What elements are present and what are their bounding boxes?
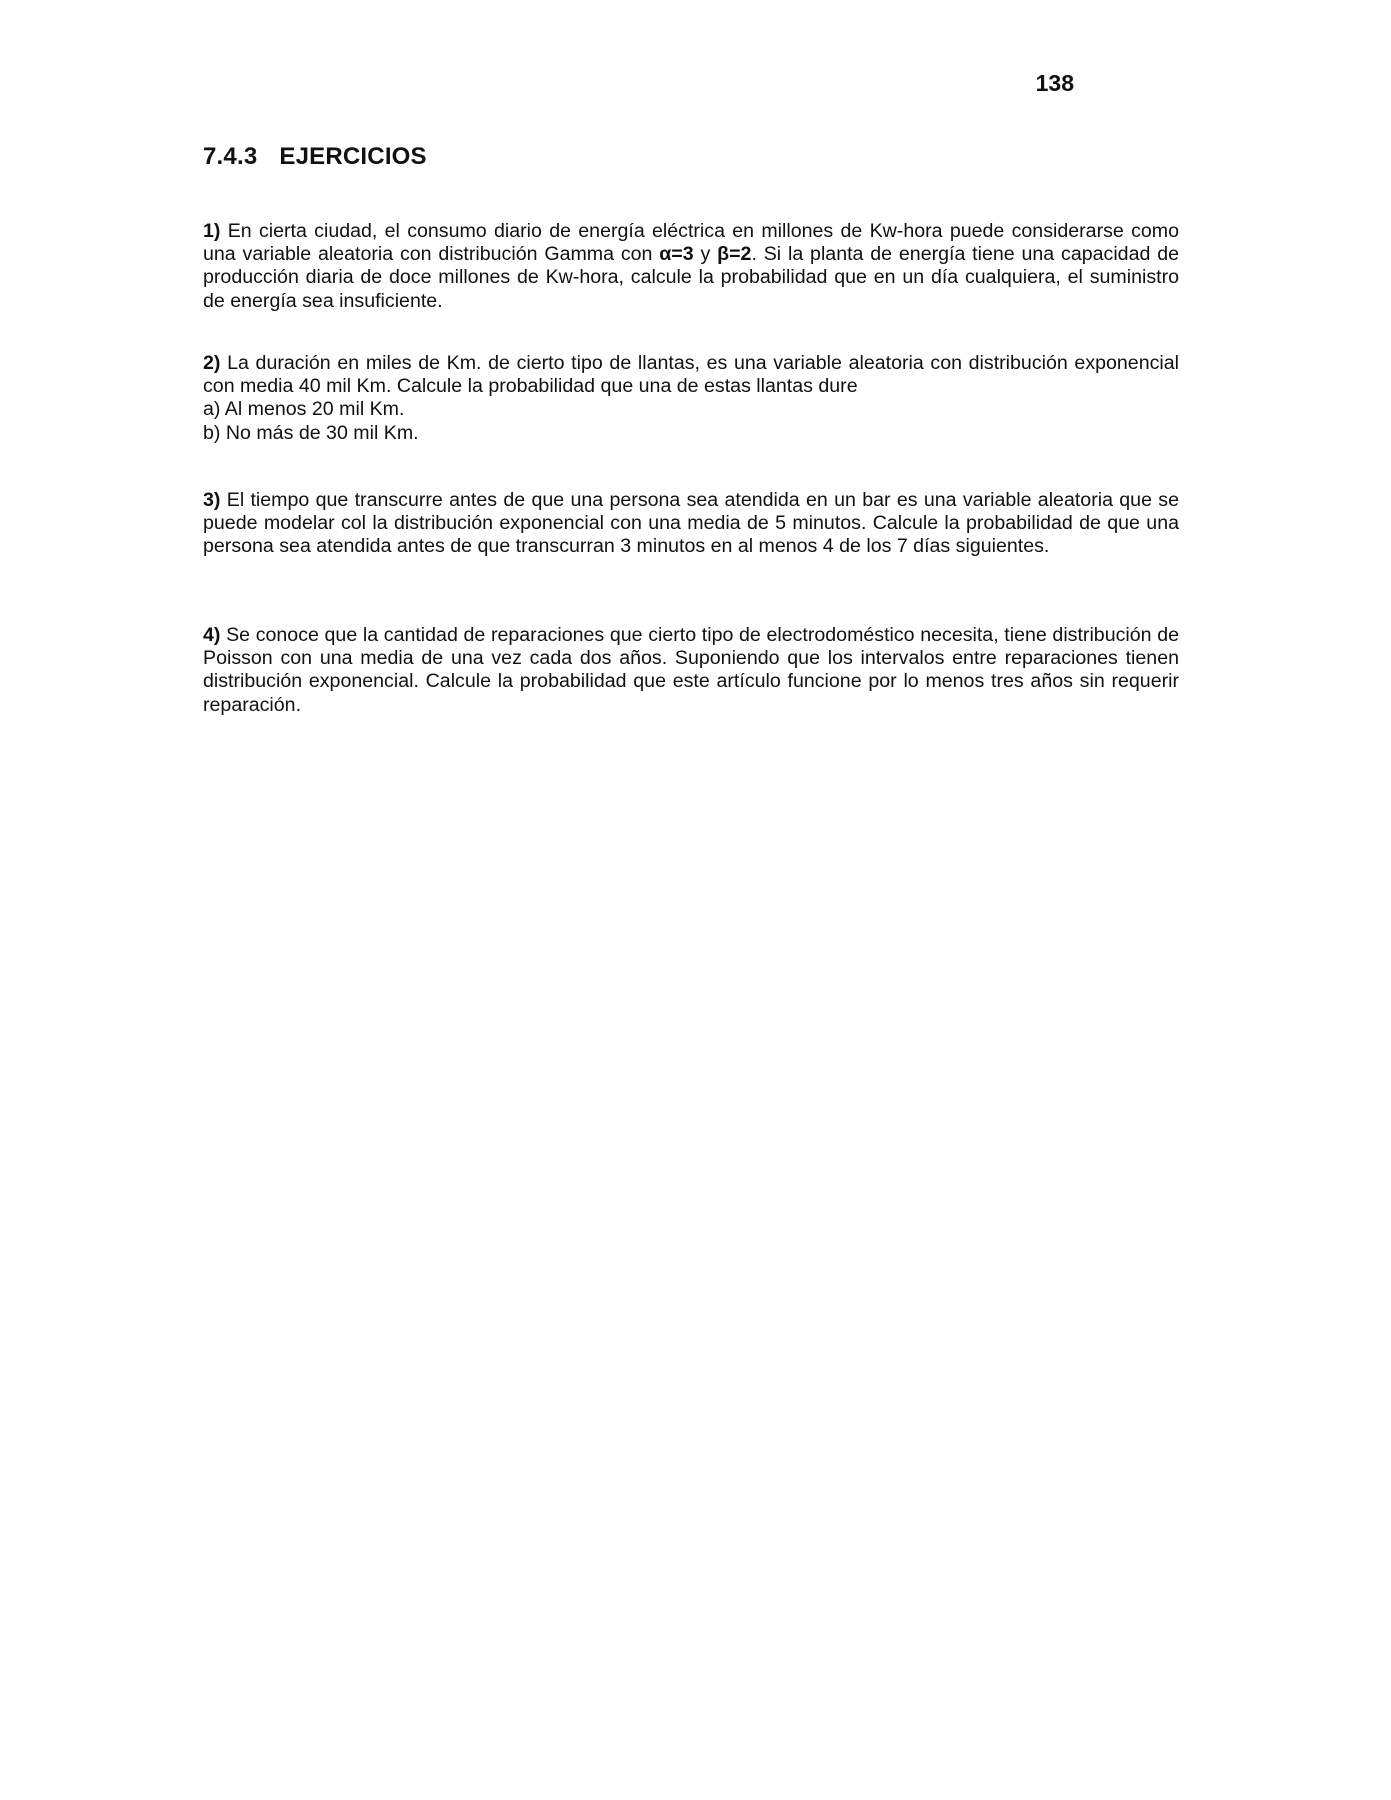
exercise-1 [203,220,1179,313]
exercise-text: El tiempo que transcurre antes de que una persona sea atendida en un bar es una variable aleatoria que se puede modelar col la distribución exponencial con una media de 5 minutos. Calcule la probabilidad de que una persona sea atendida antes de que transcurran 3 minutos en al menos 4 de los 7 días siguientes. [203,489,1179,558]
section-heading [203,143,427,171]
exercise-4-text [203,624,1179,717]
exercise-text: Se conoce que la cantidad de reparaciones que cierto tipo de electrodoméstico necesita, tiene distribución de Poisson con una media de una vez cada dos años. Suponiendo que los intervalos entre reparaciones tienen distribución exponencial. Calcule la probabilidad que este artículo funcione por lo menos tres años sin requerir reparación. [203,624,1179,716]
page-number: 138 [1035,70,1074,96]
exercise-text: En cierta ciudad, el consumo diario de energía eléctrica en millones de Kw-hora puede considerarse como una variable aleatoria con distribución Gamma con [203,220,1179,266]
exercise-2-text [203,352,1179,398]
exercise-label: 3) [203,489,221,511]
exercise-2 [203,352,1179,445]
exercise-4 [203,624,1179,717]
exercise-text: . Si la planta de energía tiene una capacidad de producción diaria de doce millones de Kw-hora, calcule la probabilidad que en un día cualquiera, el suministro de energía sea insuficiente. [203,243,1179,312]
sub-item-b: b) No más de 30 mil Km. [203,421,419,444]
beta-parameter: β=2 [717,243,752,266]
exercise-label: 4) [203,624,221,646]
alpha-parameter: α=3 [659,243,694,266]
section-number: 7.4.3 [203,143,258,170]
exercise-label: 2) [203,352,221,374]
exercise-label: 1) [203,220,221,242]
exercise-3 [203,489,1179,559]
exercise-text: La duración en miles de Km. de cierto tipo de llantas, es una variable aleatoria con distribución exponencial con media 40 mil Km. Calcule la probabilidad que una de estas llantas dure [203,352,1179,398]
exercise-1-text [203,220,1179,313]
sub-item-a: a) Al menos 20 mil Km. [203,398,405,421]
exercise-3-text [203,489,1179,559]
section-title: EJERCICIOS [279,143,427,170]
connector-text: y [693,243,718,266]
